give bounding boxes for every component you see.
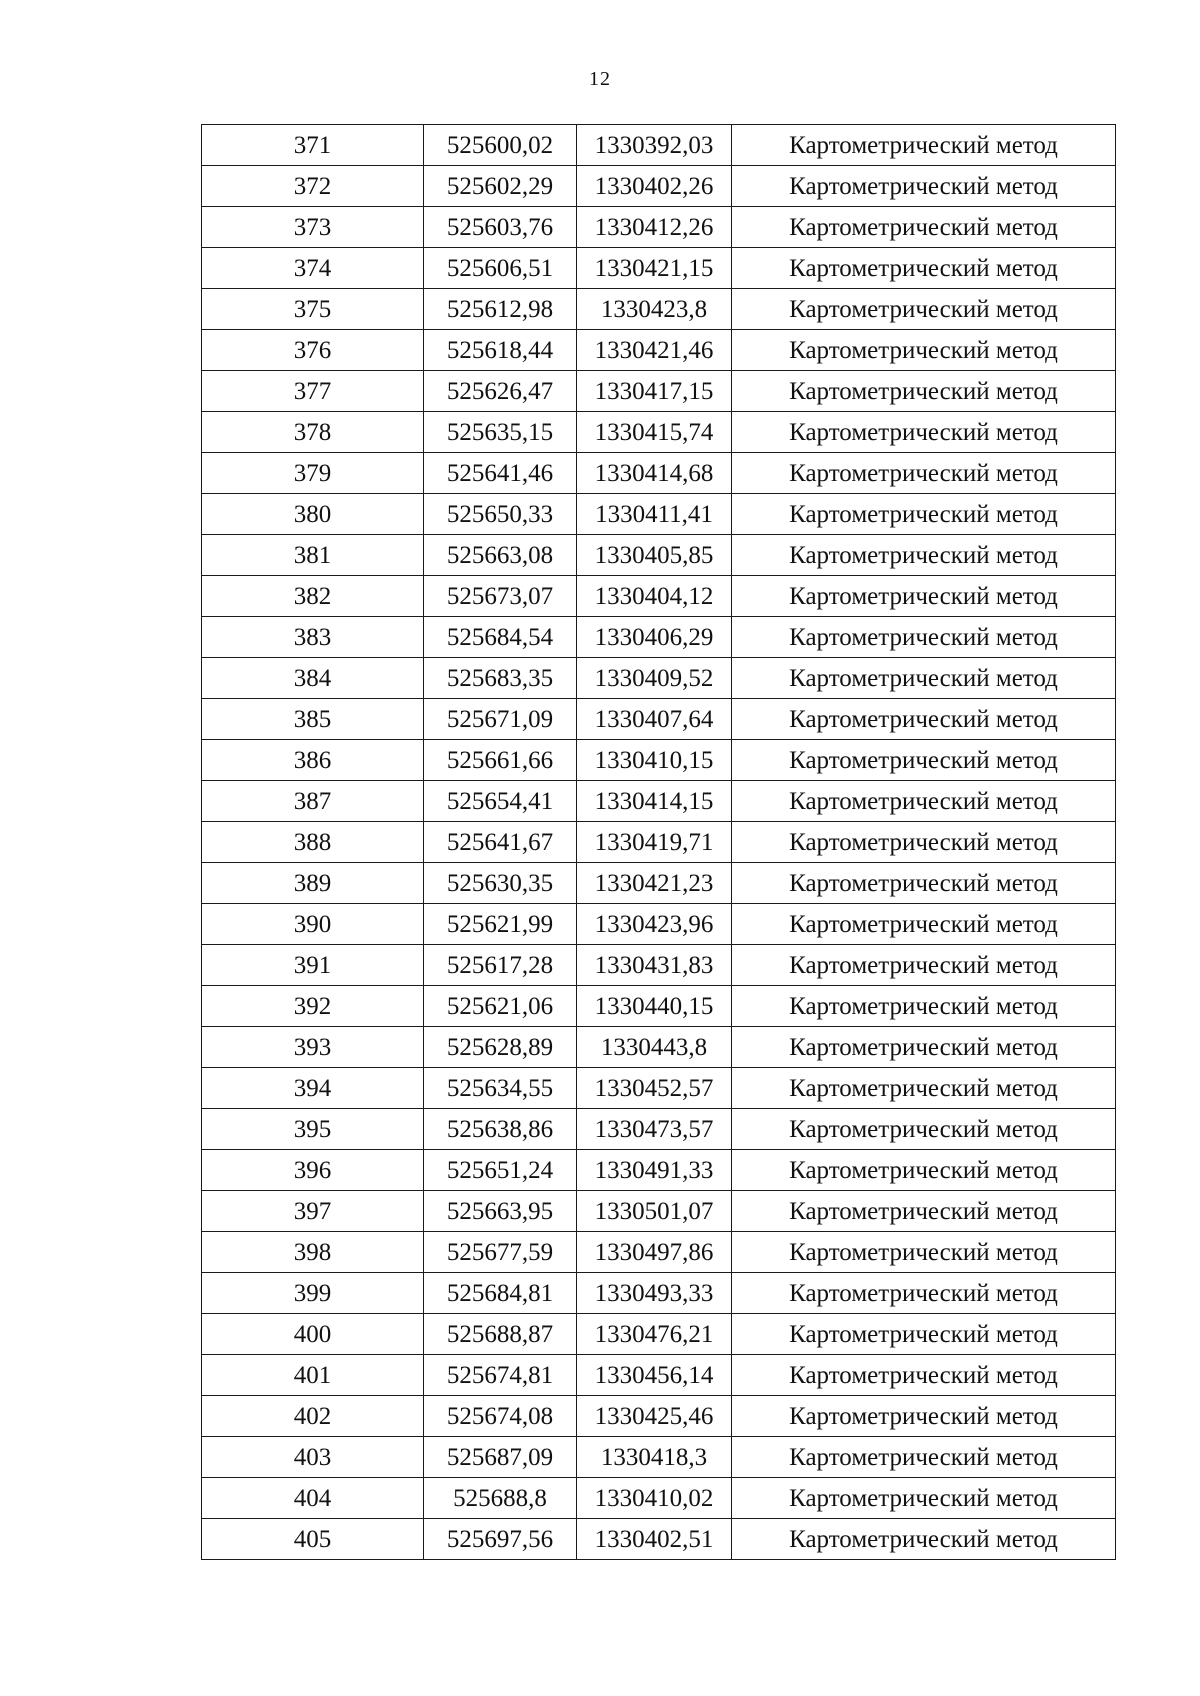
x-coordinate-cell: 525634,55 — [424, 1068, 577, 1109]
x-coordinate-cell: 525673,07 — [424, 576, 577, 617]
y-coordinate-cell: 1330405,85 — [577, 535, 732, 576]
y-coordinate-cell: 1330425,46 — [577, 1396, 732, 1437]
point-number-cell: 371 — [202, 125, 424, 166]
table-row — [202, 494, 1116, 535]
y-coordinate-cell: 1330412,26 — [577, 207, 732, 248]
point-number-cell: 388 — [202, 822, 424, 863]
point-number-cell: 397 — [202, 1191, 424, 1232]
x-coordinate-cell: 525674,08 — [424, 1396, 577, 1437]
point-number-cell: 383 — [202, 617, 424, 658]
method-cell: Картометрический метод — [732, 1355, 1116, 1396]
method-cell: Картометрический метод — [732, 1314, 1116, 1355]
x-coordinate-cell: 525663,95 — [424, 1191, 577, 1232]
method-cell: Картометрический метод — [732, 453, 1116, 494]
table-row — [202, 699, 1116, 740]
point-number-cell: 378 — [202, 412, 424, 453]
method-cell: Картометрический метод — [732, 863, 1116, 904]
coordinates-table — [201, 124, 1116, 1560]
y-coordinate-cell: 1330440,15 — [577, 986, 732, 1027]
y-coordinate-cell: 1330414,15 — [577, 781, 732, 822]
point-number-cell: 376 — [202, 330, 424, 371]
y-coordinate-cell: 1330409,52 — [577, 658, 732, 699]
x-coordinate-cell: 525638,86 — [424, 1109, 577, 1150]
x-coordinate-cell: 525621,99 — [424, 904, 577, 945]
y-coordinate-cell: 1330411,41 — [577, 494, 732, 535]
table-row — [202, 576, 1116, 617]
y-coordinate-cell: 1330456,14 — [577, 1355, 732, 1396]
point-number-cell: 391 — [202, 945, 424, 986]
y-coordinate-cell: 1330402,51 — [577, 1519, 732, 1560]
y-coordinate-cell: 1330404,12 — [577, 576, 732, 617]
y-coordinate-cell: 1330443,8 — [577, 1027, 732, 1068]
table-row — [202, 1150, 1116, 1191]
table-row — [202, 617, 1116, 658]
table-row — [202, 1273, 1116, 1314]
y-coordinate-cell: 1330491,33 — [577, 1150, 732, 1191]
y-coordinate-cell: 1330410,15 — [577, 740, 732, 781]
x-coordinate-cell: 525641,67 — [424, 822, 577, 863]
point-number-cell: 373 — [202, 207, 424, 248]
table-row — [202, 248, 1116, 289]
x-coordinate-cell: 525683,35 — [424, 658, 577, 699]
table-row — [202, 371, 1116, 412]
point-number-cell: 384 — [202, 658, 424, 699]
y-coordinate-cell: 1330431,83 — [577, 945, 732, 986]
y-coordinate-cell: 1330421,23 — [577, 863, 732, 904]
method-cell: Картометрический метод — [732, 207, 1116, 248]
table-row — [202, 535, 1116, 576]
table-row — [202, 1191, 1116, 1232]
point-number-cell: 385 — [202, 699, 424, 740]
x-coordinate-cell: 525626,47 — [424, 371, 577, 412]
y-coordinate-cell: 1330392,03 — [577, 125, 732, 166]
table-row — [202, 1109, 1116, 1150]
table-row — [202, 1478, 1116, 1519]
y-coordinate-cell: 1330415,74 — [577, 412, 732, 453]
y-coordinate-cell: 1330417,15 — [577, 371, 732, 412]
x-coordinate-cell: 525651,24 — [424, 1150, 577, 1191]
point-number-cell: 372 — [202, 166, 424, 207]
x-coordinate-cell: 525684,54 — [424, 617, 577, 658]
point-number-cell: 379 — [202, 453, 424, 494]
point-number-cell: 398 — [202, 1232, 424, 1273]
point-number-cell: 395 — [202, 1109, 424, 1150]
point-number-cell: 380 — [202, 494, 424, 535]
table-row — [202, 863, 1116, 904]
x-coordinate-cell: 525654,41 — [424, 781, 577, 822]
table-row — [202, 1027, 1116, 1068]
point-number-cell: 392 — [202, 986, 424, 1027]
point-number-cell: 396 — [202, 1150, 424, 1191]
table-row — [202, 1355, 1116, 1396]
method-cell: Картометрический метод — [732, 986, 1116, 1027]
x-coordinate-cell: 525697,56 — [424, 1519, 577, 1560]
method-cell: Картометрический метод — [732, 1273, 1116, 1314]
point-number-cell: 404 — [202, 1478, 424, 1519]
table-row — [202, 330, 1116, 371]
method-cell: Картометрический метод — [732, 822, 1116, 863]
method-cell: Картометрический метод — [732, 412, 1116, 453]
point-number-cell: 399 — [202, 1273, 424, 1314]
x-coordinate-cell: 525687,09 — [424, 1437, 577, 1478]
method-cell: Картометрический метод — [732, 535, 1116, 576]
point-number-cell: 377 — [202, 371, 424, 412]
table-row — [202, 453, 1116, 494]
method-cell: Картометрический метод — [732, 125, 1116, 166]
table-row — [202, 1314, 1116, 1355]
coordinates-table-body — [202, 125, 1116, 1560]
method-cell: Картометрический метод — [732, 904, 1116, 945]
point-number-cell: 402 — [202, 1396, 424, 1437]
x-coordinate-cell: 525635,15 — [424, 412, 577, 453]
method-cell: Картометрический метод — [732, 494, 1116, 535]
x-coordinate-cell: 525674,81 — [424, 1355, 577, 1396]
table-row — [202, 822, 1116, 863]
method-cell: Картометрический метод — [732, 1109, 1116, 1150]
table-row — [202, 945, 1116, 986]
method-cell: Картометрический метод — [732, 330, 1116, 371]
point-number-cell: 400 — [202, 1314, 424, 1355]
table-row — [202, 412, 1116, 453]
table-row — [202, 207, 1116, 248]
y-coordinate-cell: 1330402,26 — [577, 166, 732, 207]
method-cell: Картометрический метод — [732, 781, 1116, 822]
method-cell: Картометрический метод — [732, 945, 1116, 986]
method-cell: Картометрический метод — [732, 1150, 1116, 1191]
table-row — [202, 658, 1116, 699]
table-row — [202, 125, 1116, 166]
x-coordinate-cell: 525661,66 — [424, 740, 577, 781]
method-cell: Картометрический метод — [732, 1191, 1116, 1232]
y-coordinate-cell: 1330423,96 — [577, 904, 732, 945]
point-number-cell: 387 — [202, 781, 424, 822]
method-cell: Картометрический метод — [732, 1437, 1116, 1478]
method-cell: Картометрический метод — [732, 699, 1116, 740]
x-coordinate-cell: 525628,89 — [424, 1027, 577, 1068]
method-cell: Картометрический метод — [732, 1068, 1116, 1109]
x-coordinate-cell: 525618,44 — [424, 330, 577, 371]
point-number-cell: 401 — [202, 1355, 424, 1396]
point-number-cell: 390 — [202, 904, 424, 945]
y-coordinate-cell: 1330497,86 — [577, 1232, 732, 1273]
x-coordinate-cell: 525641,46 — [424, 453, 577, 494]
x-coordinate-cell: 525630,35 — [424, 863, 577, 904]
method-cell: Картометрический метод — [732, 1232, 1116, 1273]
method-cell: Картометрический метод — [732, 576, 1116, 617]
method-cell: Картометрический метод — [732, 1396, 1116, 1437]
method-cell: Картометрический метод — [732, 1027, 1116, 1068]
x-coordinate-cell: 525677,59 — [424, 1232, 577, 1273]
x-coordinate-cell: 525684,81 — [424, 1273, 577, 1314]
y-coordinate-cell: 1330493,33 — [577, 1273, 732, 1314]
page-number: 12 — [589, 68, 611, 90]
point-number-cell: 389 — [202, 863, 424, 904]
method-cell: Картометрический метод — [732, 1519, 1116, 1560]
method-cell: Картометрический метод — [732, 658, 1116, 699]
table-row — [202, 740, 1116, 781]
y-coordinate-cell: 1330423,8 — [577, 289, 732, 330]
x-coordinate-cell: 525602,29 — [424, 166, 577, 207]
method-cell: Картометрический метод — [732, 740, 1116, 781]
point-number-cell: 393 — [202, 1027, 424, 1068]
table-row — [202, 1396, 1116, 1437]
point-number-cell: 403 — [202, 1437, 424, 1478]
method-cell: Картометрический метод — [732, 1478, 1116, 1519]
x-coordinate-cell: 525671,09 — [424, 699, 577, 740]
x-coordinate-cell: 525617,28 — [424, 945, 577, 986]
table-row — [202, 986, 1116, 1027]
table-row — [202, 1519, 1116, 1560]
point-number-cell: 386 — [202, 740, 424, 781]
x-coordinate-cell: 525612,98 — [424, 289, 577, 330]
y-coordinate-cell: 1330421,46 — [577, 330, 732, 371]
x-coordinate-cell: 525603,76 — [424, 207, 577, 248]
point-number-cell: 375 — [202, 289, 424, 330]
method-cell: Картометрический метод — [732, 371, 1116, 412]
y-coordinate-cell: 1330421,15 — [577, 248, 732, 289]
point-number-cell: 394 — [202, 1068, 424, 1109]
method-cell: Картометрический метод — [732, 166, 1116, 207]
table-row — [202, 166, 1116, 207]
x-coordinate-cell: 525600,02 — [424, 125, 577, 166]
method-cell: Картометрический метод — [732, 248, 1116, 289]
x-coordinate-cell: 525688,87 — [424, 1314, 577, 1355]
y-coordinate-cell: 1330476,21 — [577, 1314, 732, 1355]
point-number-cell: 405 — [202, 1519, 424, 1560]
x-coordinate-cell: 525650,33 — [424, 494, 577, 535]
y-coordinate-cell: 1330473,57 — [577, 1109, 732, 1150]
x-coordinate-cell: 525688,8 — [424, 1478, 577, 1519]
x-coordinate-cell: 525606,51 — [424, 248, 577, 289]
y-coordinate-cell: 1330414,68 — [577, 453, 732, 494]
table-row — [202, 289, 1116, 330]
y-coordinate-cell: 1330407,64 — [577, 699, 732, 740]
y-coordinate-cell: 1330418,3 — [577, 1437, 732, 1478]
point-number-cell: 381 — [202, 535, 424, 576]
y-coordinate-cell: 1330406,29 — [577, 617, 732, 658]
x-coordinate-cell: 525663,08 — [424, 535, 577, 576]
table-row — [202, 904, 1116, 945]
table-row — [202, 1232, 1116, 1273]
y-coordinate-cell: 1330501,07 — [577, 1191, 732, 1232]
table-row — [202, 781, 1116, 822]
y-coordinate-cell: 1330452,57 — [577, 1068, 732, 1109]
table-row — [202, 1068, 1116, 1109]
y-coordinate-cell: 1330410,02 — [577, 1478, 732, 1519]
method-cell: Картометрический метод — [732, 617, 1116, 658]
method-cell: Картометрический метод — [732, 289, 1116, 330]
table-row — [202, 1437, 1116, 1478]
y-coordinate-cell: 1330419,71 — [577, 822, 732, 863]
point-number-cell: 374 — [202, 248, 424, 289]
x-coordinate-cell: 525621,06 — [424, 986, 577, 1027]
point-number-cell: 382 — [202, 576, 424, 617]
